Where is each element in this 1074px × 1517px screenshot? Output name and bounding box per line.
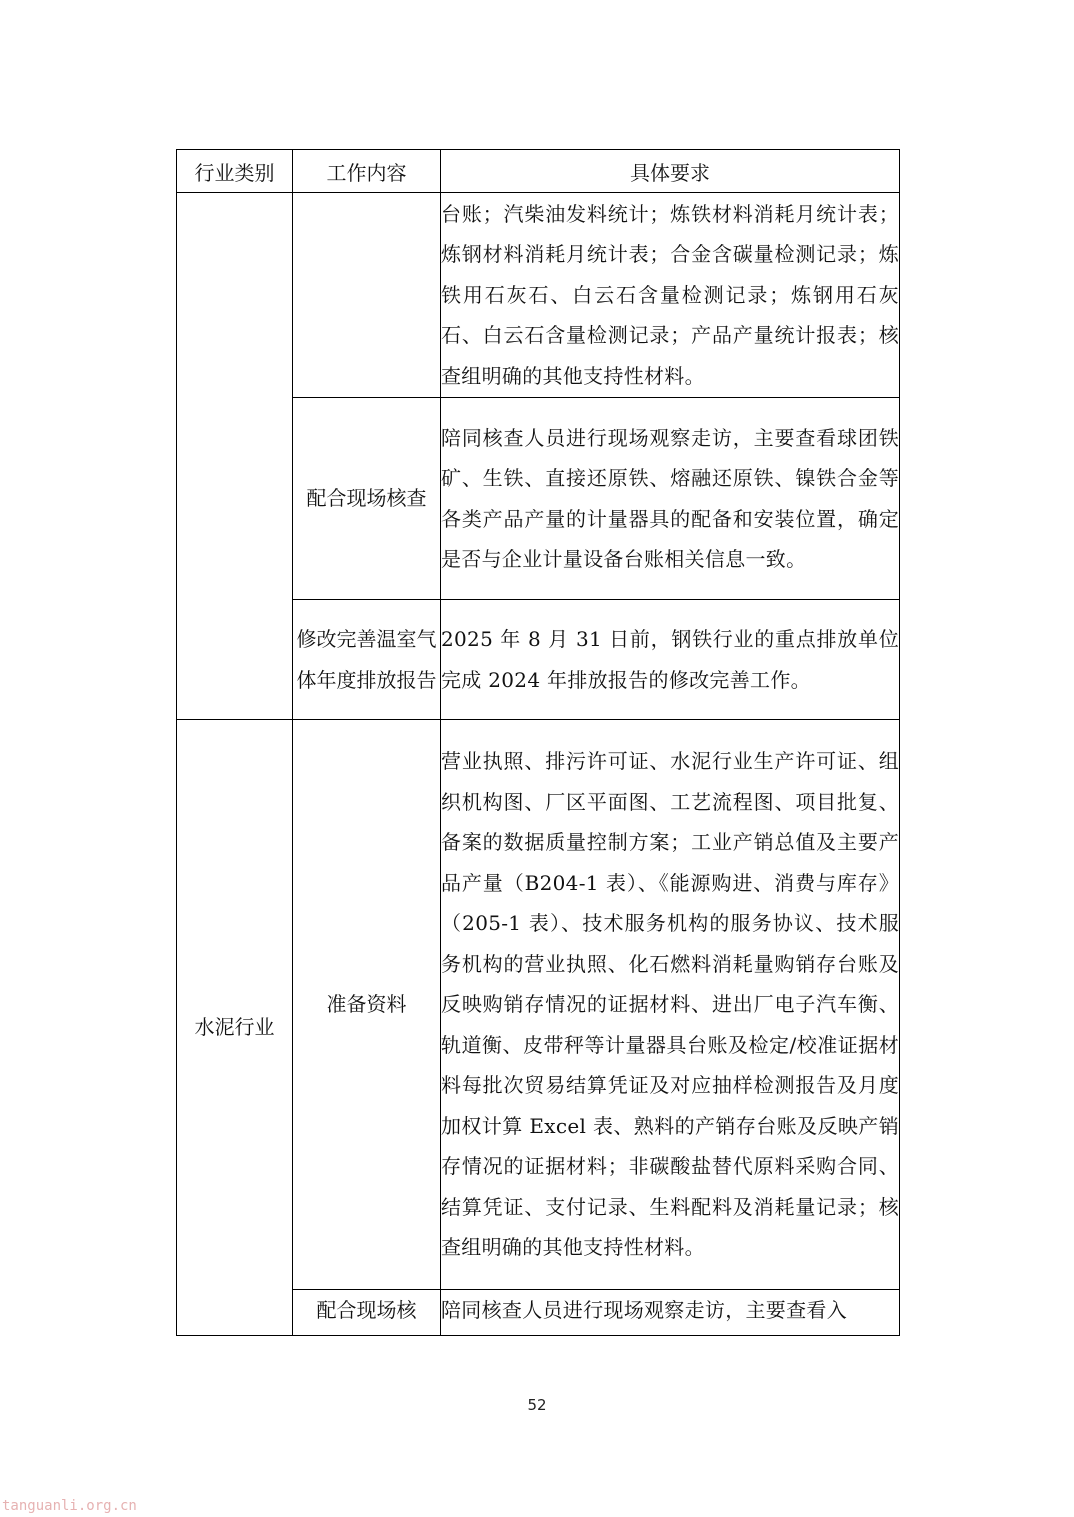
table-row bbox=[177, 193, 900, 398]
industry-cell-cement: 水泥行业 bbox=[177, 720, 293, 1336]
industry-cell-steel bbox=[177, 193, 293, 720]
requirements-table bbox=[176, 149, 900, 1336]
work-cell: 配合现场核 bbox=[293, 1290, 441, 1336]
work-cell: 准备资料 bbox=[293, 720, 441, 1290]
table-header-row bbox=[177, 150, 900, 193]
requirement-cell: 陪同核查人员进行现场观察走访，主要查看球团铁矿、生铁、直接还原铁、熔融还原铁、镍铁合金等各类产品产量的计量器具的配备和安装位置，确定是否与企业计量设备台账相关信息一致。 bbox=[441, 398, 900, 600]
table-row bbox=[177, 720, 900, 1290]
requirement-cell: 台账；汽柴油发料统计；炼铁材料消耗月统计表；炼钢材料消耗月统计表；合金含碳量检测记录；炼铁用石灰石、白云石含量检测记录；炼钢用石灰石、白云石含量检测记录；产品产量统计报表；核查组明确的其他支持性材料。 bbox=[441, 193, 900, 398]
header-specific-requirements: 具体要求 bbox=[441, 150, 900, 193]
work-cell bbox=[293, 193, 441, 398]
work-cell: 配合现场核查 bbox=[293, 398, 441, 600]
header-industry-category: 行业类别 bbox=[177, 150, 293, 193]
watermark-text: tanguanli.org.cn bbox=[2, 1498, 137, 1514]
requirement-cell: 2025 年 8 月 31 日前，钢铁行业的重点排放单位完成 2024 年排放报告的修改完善工作。 bbox=[441, 600, 900, 720]
page-number: 52 bbox=[527, 1396, 547, 1414]
work-cell: 修改完善温室气体年度排放报告 bbox=[293, 600, 441, 720]
header-work-content: 工作内容 bbox=[293, 150, 441, 193]
requirement-cell: 陪同核查人员进行现场观察走访，主要查看入 bbox=[441, 1290, 900, 1336]
requirement-cell: 营业执照、排污许可证、水泥行业生产许可证、组织机构图、厂区平面图、工艺流程图、项目批复、备案的数据质量控制方案；工业产销总值及主要产品产量（B204-1 表）、《能源购进、消费与库存》（205-1 表）、技术服务机构的服务协议、技术服务机构的营业执照、化石燃料消耗量购销存台账及反映购销存情况的证据材料、进出厂电子汽车衡、轨道衡、皮带秤等计量器具台账及检定/校准证据材料每批次贸易结算凭证及对应抽样检测报告及月度加权计算 Excel 表、熟料的产销存台账及反映产销存情况的证据材料；非碳酸盐替代原料采购合同、结算凭证、支付记录、生料配料及消耗量记录；核查组明确的其他支持性材料。 bbox=[441, 720, 900, 1290]
